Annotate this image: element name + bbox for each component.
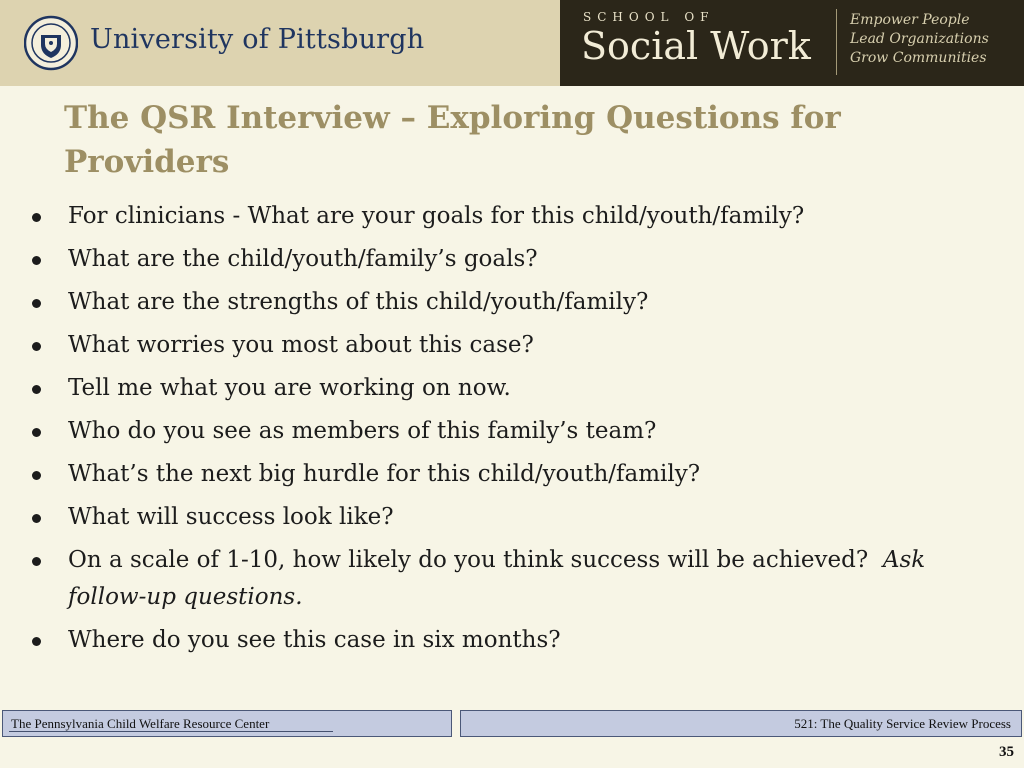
header-banner bbox=[0, 0, 1024, 86]
bullet-dot-icon bbox=[32, 557, 41, 566]
bullet-text: What are the child/youth/family’s goals? bbox=[68, 246, 538, 272]
school-name: Social Work bbox=[581, 24, 811, 68]
bullet-item bbox=[30, 370, 1010, 407]
page-number: 35 bbox=[999, 744, 1014, 760]
school-tagline bbox=[850, 11, 989, 68]
school-of-label: SCHOOL OF bbox=[583, 10, 715, 24]
footer-course bbox=[460, 710, 1022, 737]
bullet-text: On a scale of 1-10, how likely do you think success will be achieved? bbox=[68, 547, 869, 573]
bullet-item bbox=[30, 622, 1010, 659]
bullet-text: For clinicians - What are your goals for this child/youth/family? bbox=[68, 203, 805, 229]
bullet-dot-icon bbox=[32, 299, 41, 308]
bullet-dot-icon bbox=[32, 471, 41, 480]
university-name: University of Pittsburgh bbox=[90, 24, 425, 55]
tagline-line: Grow Communities bbox=[850, 50, 987, 66]
bullet-text: What are the strengths of this child/youth/family? bbox=[68, 289, 649, 315]
bullet-text: What’s the next big hurdle for this child/youth/family? bbox=[68, 461, 701, 487]
university-seal-icon bbox=[24, 13, 78, 73]
footer-course-text: 521: The Quality Service Review Process bbox=[794, 716, 1011, 731]
footer-organization-text: The Pennsylvania Child Welfare Resource Center bbox=[11, 716, 270, 731]
bullet-item bbox=[30, 456, 1010, 493]
bullet-text: Who do you see as members of this family’s team? bbox=[68, 418, 657, 444]
bullet-emphasis: Ask follow-up questions. bbox=[68, 547, 926, 610]
footer-organization bbox=[2, 710, 452, 737]
bullet-item bbox=[30, 198, 1010, 235]
bullet-dot-icon bbox=[32, 256, 41, 265]
bullet-item bbox=[30, 542, 1010, 616]
header-divider bbox=[836, 9, 837, 75]
bullet-dot-icon bbox=[32, 342, 41, 351]
bullet-text: Tell me what you are working on now. bbox=[68, 375, 511, 401]
bullet-item bbox=[30, 284, 1010, 321]
bullet-text: What will success look like? bbox=[68, 504, 394, 530]
bullet-item bbox=[30, 327, 1010, 364]
tagline-line: Lead Organizations bbox=[850, 31, 989, 47]
bullet-dot-icon bbox=[32, 385, 41, 394]
bullet-text: What worries you most about this case? bbox=[68, 332, 534, 358]
tagline-line: Empower People bbox=[850, 12, 970, 28]
bullet-dot-icon bbox=[32, 637, 41, 646]
bullet-dot-icon bbox=[32, 213, 41, 222]
bullet-dot-icon bbox=[32, 514, 41, 523]
bullet-item bbox=[30, 413, 1010, 450]
footer-underline bbox=[9, 731, 333, 732]
bullet-item bbox=[30, 499, 1010, 536]
bullet-list bbox=[30, 198, 1010, 665]
bullet-dot-icon bbox=[32, 428, 41, 437]
bullet-item bbox=[30, 241, 1010, 278]
slide-title: The QSR Interview – Exploring Questions for Providers bbox=[64, 100, 841, 180]
bullet-text: Where do you see this case in six months? bbox=[68, 627, 561, 653]
